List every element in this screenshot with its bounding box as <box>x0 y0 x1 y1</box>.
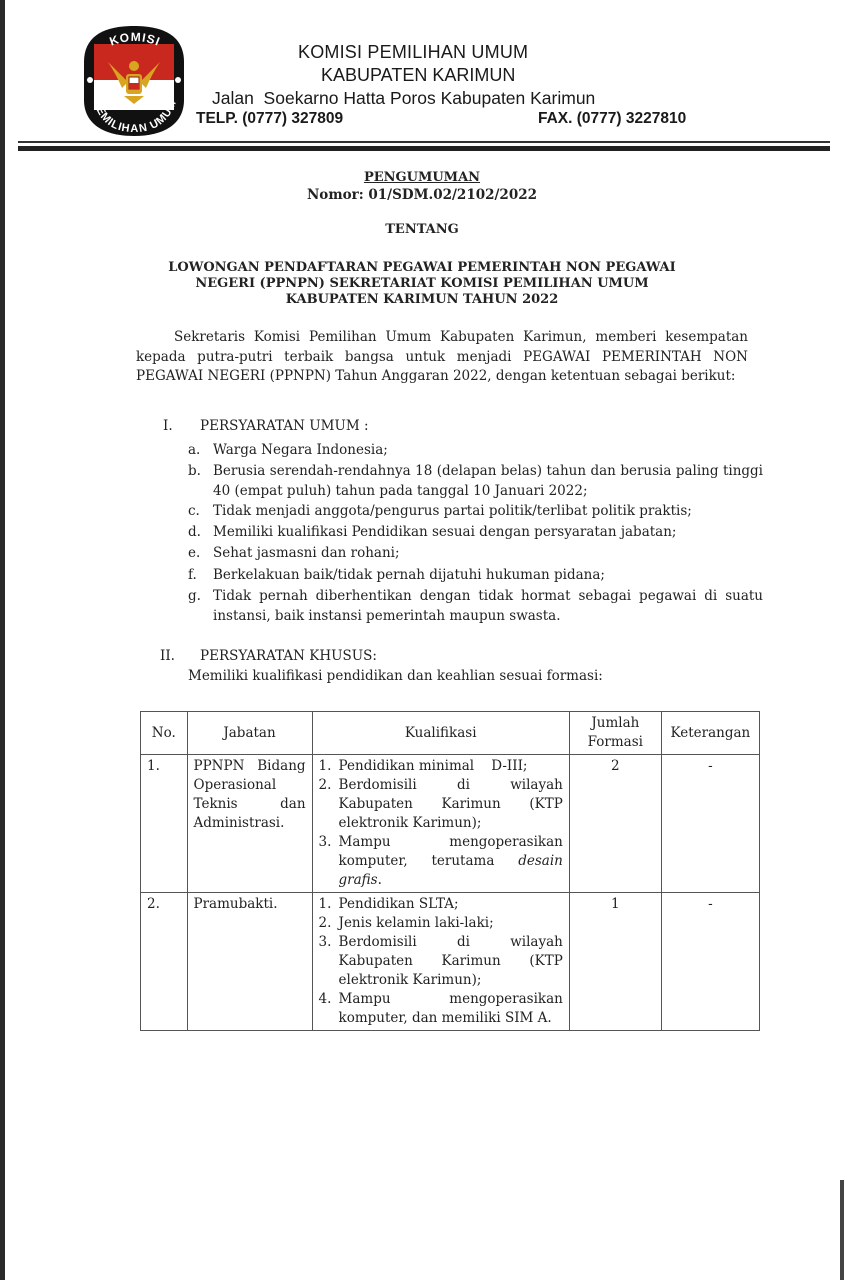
table-header-row <box>141 712 760 755</box>
item-text: Berkelakuan baik/tidak pernah dijatuhi hukuman pidana; <box>213 567 605 583</box>
letterhead-divider-thin <box>18 141 830 143</box>
org-address: Jalan Soekarno Hatta Poros Kabupaten Karimun <box>212 88 596 108</box>
org-region: KABUPATEN KARIMUN <box>321 65 516 85</box>
qualification-item: 3. Mampu mengoperasikan komputer, terutama desain grafis. <box>318 834 563 888</box>
item-letter: c. <box>188 503 200 519</box>
requirement-item <box>188 544 763 564</box>
svg-text:PEMILIHAN UMUM: PEMILIHAN UMUM <box>90 97 180 136</box>
subject-line: KABUPATEN KARIMUN TAHUN 2022 <box>285 292 559 307</box>
cell-jabatan: PPNPN Bidang Operasional Teknis dan Administrasi. <box>187 755 312 893</box>
document-title: PENGUMUMAN <box>363 170 481 185</box>
item-letter: b. <box>188 463 201 479</box>
header-kualifikasi: Kualifikasi <box>312 712 569 755</box>
item-letter: g. <box>188 588 201 604</box>
intro-paragraph: Sekretaris Komisi Pemilihan Umum Kabupaten Karimun, memberi kesempatan kepada putra-putri terbaik bangsa untuk menjadi PEGAWAI PEMERINTAH NON PEGAWAI NEGERI (PPNPN) Tahun Anggaran 2022, dengan ketentuan sebagai berikut: <box>136 329 748 384</box>
document-subject <box>0 260 844 308</box>
section-2-title: PERSYARATAN KHUSUS: <box>200 648 377 664</box>
requirement-item <box>188 523 763 543</box>
section-2-subtitle: Memiliki kualifikasi pendidikan dan keahlian sesuai formasi: <box>188 668 603 684</box>
cell-jumlah: 2 <box>569 755 661 893</box>
qualification-item: 4. Mampu mengoperasikan komputer, dan memiliki SIM A. <box>318 991 563 1026</box>
qualification-item: 3. Berdomisili di wilayah Kabupaten Karimun (KTP elektronik Karimun); <box>318 934 563 988</box>
header-jabatan: Jabatan <box>187 712 312 755</box>
item-text: Tidak menjadi anggota/pengurus partai politik/terlibat politik praktis; <box>213 503 692 519</box>
subject-line: LOWONGAN PENDAFTARAN PEGAWAI PEMERINTAH NON PEGAWAI <box>168 260 676 275</box>
svg-text:KOMISI: KOMISI <box>107 29 163 49</box>
item-text: Memiliki kualifikasi Pendidikan sesuai dengan persyaratan jabatan; <box>213 524 677 540</box>
subject-line: NEGERI (PPNPN) SEKRETARIAT KOMISI PEMILIHAN UMUM <box>195 276 649 291</box>
page-edge-shadow-right <box>840 1180 844 1280</box>
requirement-item <box>188 587 763 626</box>
table-row <box>141 893 760 1031</box>
org-telephone: TELP. (0777) 327809 <box>196 110 344 127</box>
cell-kualifikasi <box>312 755 569 893</box>
item-text: Tidak pernah diberhentikan dengan tidak hormat sebagai pegawai di suatu instansi, baik instansi pemerintah maupun swasta. <box>213 588 763 624</box>
table-row <box>141 755 760 893</box>
org-fax: FAX. (0777) 3227810 <box>538 110 687 127</box>
section-1-title: PERSYARATAN UMUM : <box>200 418 369 434</box>
org-name: KOMISI PEMILIHAN UMUM <box>298 42 529 62</box>
item-text: Sehat jasmasni dan rohani; <box>213 545 400 561</box>
cell-keterangan: - <box>661 755 759 893</box>
cell-keterangan: - <box>661 893 759 1031</box>
item-text: Berusia serendah-rendahnya 18 (delapan belas) tahun dan berusia paling tinggi 40 (empat puluh) tahun pada tanggal 10 Januari 2022; <box>213 463 763 499</box>
cell-jabatan: Pramubakti. <box>187 893 312 1031</box>
qualification-item: 2. Jenis kelamin laki-laki; <box>318 915 494 931</box>
item-letter: d. <box>188 524 201 540</box>
document-number: Nomor: 01/SDM.02/2102/2022 <box>306 187 538 203</box>
requirement-item <box>188 462 763 501</box>
requirement-item <box>188 566 763 586</box>
cell-no: 2. <box>141 893 188 1031</box>
header-keterangan: Keterangan <box>661 712 759 755</box>
requirement-item <box>188 502 763 522</box>
item-letter: f. <box>188 567 197 583</box>
item-text: Warga Negara Indonesia; <box>213 442 388 458</box>
cell-jumlah: 1 <box>569 893 661 1031</box>
qualification-item: 1. Pendidikan SLTA; <box>318 896 459 912</box>
requirement-item <box>188 441 763 461</box>
document-about-label: TENTANG <box>385 222 459 237</box>
section-2-numeral: II. <box>160 648 175 664</box>
section-1-numeral: I. <box>163 418 173 434</box>
cell-no: 1. <box>141 755 188 893</box>
letterhead-divider-thick <box>18 146 830 151</box>
header-no: No. <box>141 712 188 755</box>
kpu-logo-icon <box>78 22 190 140</box>
cell-kualifikasi <box>312 893 569 1031</box>
item-letter: a. <box>188 442 201 458</box>
item-letter: e. <box>188 545 201 561</box>
qualification-item: 1. Pendidikan minimal D-III; <box>318 758 528 774</box>
qualification-item: 2. Berdomisili di wilayah Kabupaten Karimun (KTP elektronik Karimun); <box>318 777 563 831</box>
formation-table <box>140 711 760 1031</box>
header-jumlah-formasi: Jumlah Formasi <box>569 712 661 755</box>
